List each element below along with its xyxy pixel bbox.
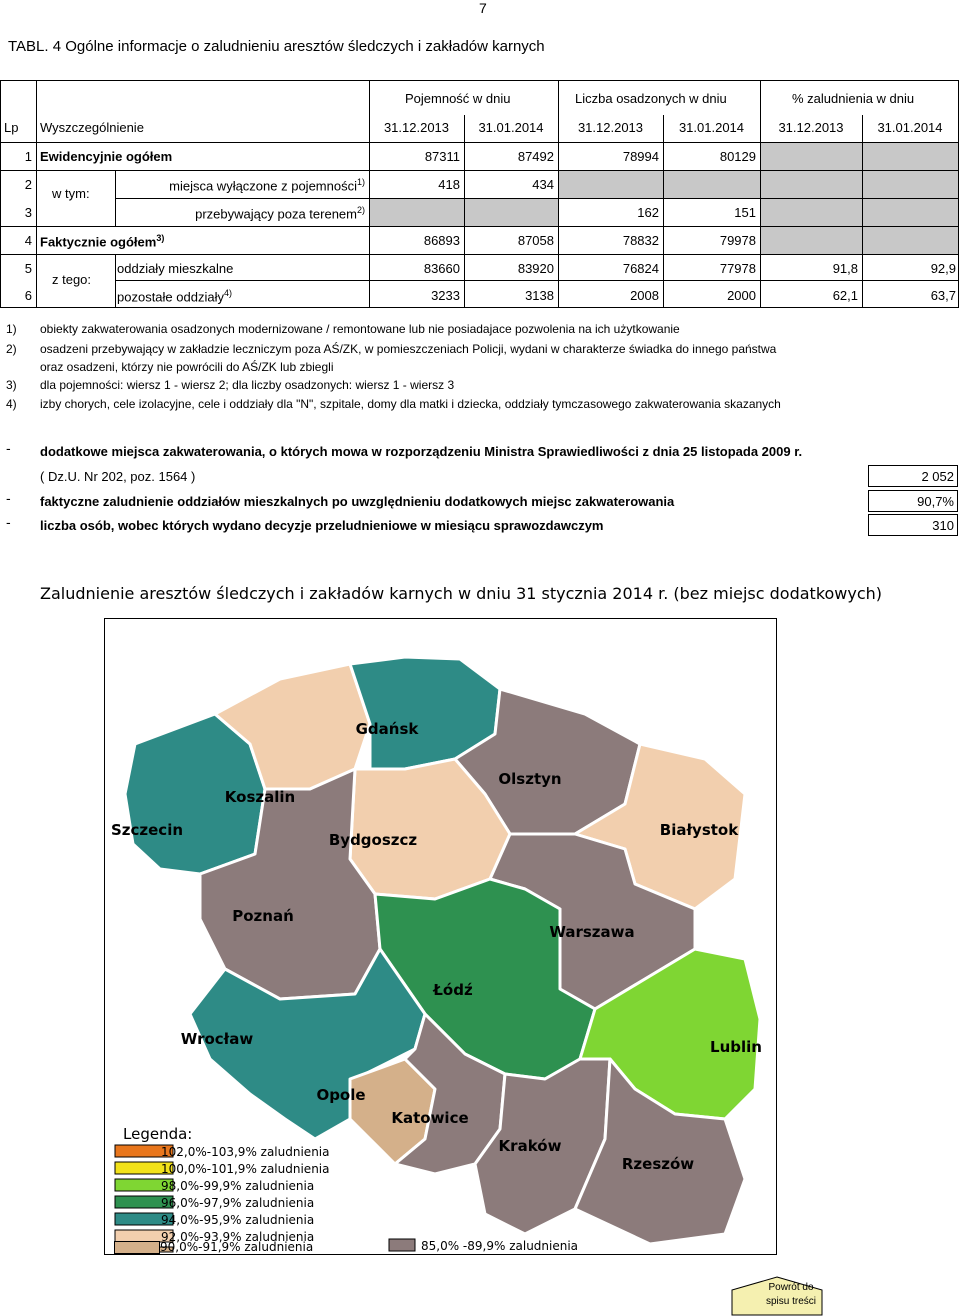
actual-occupancy-text: faktyczne zaludnienie oddziałów mieszkalnych po uwzględnieniu dodatkowych miejsc zakwaterowania xyxy=(40,494,675,509)
overcrowding-text: liczba osób, wobec których wydano decyzje przeludnieniowe w miesiącu sprawozdawczym xyxy=(40,518,604,533)
table-cell: 92,9 xyxy=(930,261,956,276)
region-label-bialystok: Białystok xyxy=(659,821,739,839)
table-cell: 2000 xyxy=(727,288,756,303)
row-label: przebywający poza terenem$^{2)}$ xyxy=(195,205,365,222)
footnote-text: osadzeni przebywający w zakładzie leczniczym poza AŚ/ZK, w pomieszczeniach Policji, wydani w charakterze świadka do innego państwa xyxy=(40,342,777,356)
w-tym-label: w tym: xyxy=(52,186,90,201)
table-cell: 86893 xyxy=(423,233,460,248)
region-label-wroclaw: Wrocław xyxy=(180,1030,254,1048)
legend-swatch xyxy=(389,1239,415,1251)
region-label-koszalin: Koszalin xyxy=(224,788,296,806)
date-header: 31.12.2013 xyxy=(778,120,844,135)
region-label-poznan: Poznań xyxy=(232,907,294,925)
page-number: 7 xyxy=(479,0,487,16)
table-cell: 87058 xyxy=(517,233,554,248)
footnote-number: 1) xyxy=(6,322,17,336)
table-cell: 83920 xyxy=(517,261,554,276)
z-tego-label: z tego: xyxy=(52,272,92,287)
table-cell: 79978 xyxy=(719,233,756,248)
region-label-szczecin: Szczecin xyxy=(110,821,184,839)
date-header: 31.01.2014 xyxy=(877,120,943,135)
shaded-cell xyxy=(558,170,959,198)
row-label: Ewidencyjnie ogółem xyxy=(40,149,173,164)
table-cell: 78832 xyxy=(622,233,659,248)
region-label-lodz: Łódź xyxy=(433,981,473,999)
shaded-cell xyxy=(760,226,959,254)
legend-label: 98,0%-99,9% zaludnienia xyxy=(161,1179,315,1193)
bullet-dash: - xyxy=(6,514,11,530)
lp-header: Lp xyxy=(4,120,19,135)
additional-places-text: dodatkowe miejsca zakwaterowania, o których mowa w rozporządzeniu Ministra Sprawiedliwości z dnia 25 listopada 2009 r. xyxy=(40,444,803,459)
table-cell: 83660 xyxy=(423,261,460,276)
date-header: 31.01.2014 xyxy=(678,120,745,135)
map-title: Zaludnienie aresztów śledczych i zakładów karnych w dniu 31 stycznia 2014 r. (bez miejsc dodatkowych) xyxy=(40,584,883,603)
additional-places-ref: ( Dz.U. Nr 202, poz. 1564 ) xyxy=(40,469,196,484)
region-label-olsztyn: Olsztyn xyxy=(498,770,562,788)
date-header: 31.01.2014 xyxy=(478,120,544,135)
row-lp: 6 xyxy=(24,288,32,303)
region-label-bydgoszcz: Bydgoszcz xyxy=(328,831,418,849)
table-cell: 418 xyxy=(438,177,460,192)
table-cell: 63,7 xyxy=(930,288,956,303)
footnote-text: izby chorych, cele izolacyjne, cele i oddziały dla "N", szpitale, domy dla matki i dziecka, oddziały tymczasowego zakwaterowania skazanych xyxy=(40,397,781,411)
additional-places-value: 2 052 xyxy=(868,465,958,487)
table-cell: 434 xyxy=(532,177,554,192)
back-to-contents-label[interactable]: Powrót do spisu treści xyxy=(765,1282,816,1307)
actual-occupancy-value: 90,7% xyxy=(868,490,958,512)
row-label: miejsca wyłączone z pojemności$^{1)}$ xyxy=(169,177,365,194)
legend-label: 92,0%-93,9% zaludnienia xyxy=(161,1230,315,1244)
region-label-katowice: Katowice xyxy=(391,1109,469,1127)
row-lp: 5 xyxy=(24,261,32,276)
footnote-number: 4) xyxy=(6,397,17,411)
region-label-warszawa: Warszawa xyxy=(549,923,635,941)
table-cell: 78994 xyxy=(622,149,659,164)
date-header: 31.12.2013 xyxy=(577,120,644,135)
row-lp: 3 xyxy=(24,205,32,220)
legend-label: 96,0%-97,9% zaludnienia xyxy=(161,1196,315,1210)
table-cell: 162 xyxy=(637,205,659,220)
legend-label: 102,0%-103,9% zaludnienia xyxy=(161,1145,330,1159)
table-cell: 3233 xyxy=(431,288,460,303)
shaded-cell xyxy=(760,198,959,226)
row-label: pozostałe oddziały$^{4)}$ xyxy=(117,288,232,305)
table-cell: 80129 xyxy=(719,149,756,164)
overcrowding-value: 310 xyxy=(868,514,958,536)
table-cell: 2008 xyxy=(630,288,659,303)
date-header: 31.12.2013 xyxy=(383,120,450,135)
table-cell: 3138 xyxy=(525,288,554,303)
footnote-number: 2) xyxy=(6,342,17,356)
spec-header: Wyszczególnienie xyxy=(40,120,144,135)
row-label: Faktycznie ogółem$^{3)}$ xyxy=(40,233,165,250)
table-title: TABL. 4 Ogólne informacje o zaludnieniu aresztów śledczych i zakładów karnych xyxy=(8,38,545,55)
footnote-text: obiekty zakwaterowania osadzonych modernizowane / remontowane lub nie posiadajace pozwolenia na ich użytkowanie xyxy=(40,322,680,336)
table-cell: 77978 xyxy=(719,261,756,276)
region-label-krakow: Kraków xyxy=(498,1137,562,1155)
capacity-header: Pojemność w dniu xyxy=(405,91,511,106)
bullet-dash: - xyxy=(6,440,11,456)
map-svg xyxy=(105,619,776,1254)
table-cell: 87492 xyxy=(517,149,554,164)
legend-label: 90,0%-91,9% zaludnienia xyxy=(160,1240,314,1254)
region-label-lublin: Lublin xyxy=(710,1038,762,1056)
legend-label: 94,0%-95,9% zaludnienia xyxy=(161,1213,315,1227)
region-label-opole: Opole xyxy=(316,1086,366,1104)
footnote-text: dla pojemności: wiersz 1 - wiersz 2; dla liczby osadzonych: wiersz 1 - wiersz 3 xyxy=(40,378,455,392)
row-lp: 4 xyxy=(24,233,32,248)
legend-label: 100,0%-101,9% zaludnienia xyxy=(161,1162,330,1176)
legend-title: Legenda: xyxy=(123,1125,193,1143)
table-cell: 151 xyxy=(734,205,756,220)
footnote-number: 3) xyxy=(6,378,17,392)
table-cell: 62,1 xyxy=(832,288,858,303)
occupancy-header: % zaludnienia w dniu xyxy=(792,91,915,106)
legend xyxy=(115,1145,329,1252)
row-lp: 1 xyxy=(24,149,32,164)
bullet-dash: - xyxy=(6,490,11,506)
legend-label: 85,0% -89,9% zaludnienia xyxy=(421,1239,579,1253)
occupancy-map xyxy=(104,618,777,1255)
inmates-header: Liczba osadzonych w dniu xyxy=(575,91,727,106)
row-lp: 2 xyxy=(24,177,32,192)
region-label-rzeszow: Rzeszów xyxy=(621,1155,695,1173)
shaded-cell xyxy=(760,142,959,170)
row-label: oddziały mieszkalne xyxy=(117,261,234,276)
region-label-gdansk: Gdańsk xyxy=(355,720,419,738)
population-table xyxy=(0,80,959,308)
table-cell: 87311 xyxy=(424,149,460,164)
table-cell: 91,8 xyxy=(832,261,858,276)
footnote-text: oraz osadzeni, którzy nie powrócili do AŚ/ZK lub zbiegli xyxy=(40,360,334,374)
legend-swatch xyxy=(114,1241,160,1254)
table-cell: 76824 xyxy=(622,261,659,276)
